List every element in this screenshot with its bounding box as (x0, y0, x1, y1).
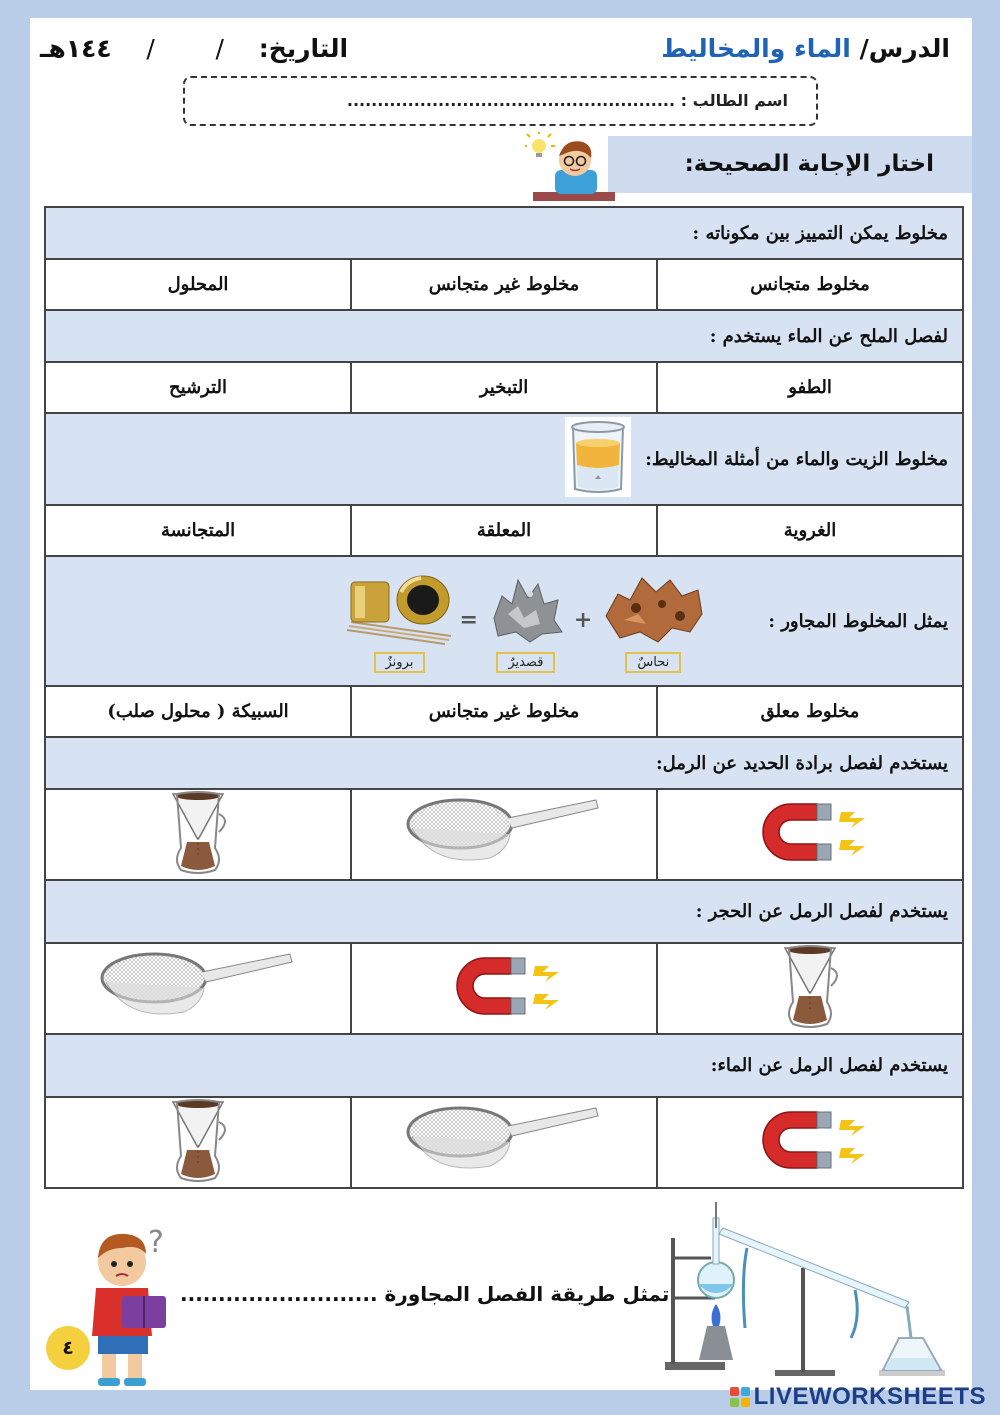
q2-option-2[interactable]: التبخير (351, 362, 657, 413)
question-mark: ? (148, 1225, 164, 1260)
q2-option-1[interactable]: الطفو (657, 362, 963, 413)
q6-option-funnel-filter[interactable] (657, 943, 963, 1034)
watermark-text: LIVEWORKSHEETS (753, 1383, 986, 1410)
student-name-dots: ...................................................... (346, 91, 676, 110)
question-3: مخلوط الزيت والماء من أمثلة المخاليط: (645, 448, 949, 470)
question-1: مخلوط يمكن التمييز بين مكوناته : (45, 207, 963, 259)
q1-option-2[interactable]: مخلوط غير متجانس (351, 259, 657, 310)
copper-label: نحاسٌ (625, 652, 681, 673)
lesson-title: الماء والمخاليط (661, 34, 851, 63)
q1-option-3[interactable]: المحلول (45, 259, 351, 310)
q5-option-sieve[interactable] (351, 789, 657, 880)
liveworksheets-watermark (730, 1383, 986, 1411)
bronze-icon (345, 570, 453, 648)
date-label: التاريخ: (258, 34, 349, 63)
copper-item (598, 570, 708, 673)
q7-option-magnet[interactable] (657, 1097, 963, 1188)
funnel-filter-icon (163, 1098, 233, 1182)
q4-option-2[interactable]: مخلوط غير متجانس (351, 686, 657, 737)
q2-option-3[interactable]: الترشيح (45, 362, 351, 413)
q6-option-magnet[interactable] (351, 943, 657, 1034)
worksheet-page (30, 18, 972, 1390)
instruction-bar (608, 136, 972, 193)
q3-option-3[interactable]: المتجانسة (45, 505, 351, 556)
q4-option-1[interactable]: مخلوط معلق (657, 686, 963, 737)
q7-option-sieve[interactable] (351, 1097, 657, 1188)
q4-option-3[interactable]: السبيكة ( محلول صلب) (45, 686, 351, 737)
question-4-row (45, 556, 963, 686)
q6-option-sieve[interactable] (45, 943, 351, 1034)
reading-boy-icon (82, 1218, 182, 1392)
thinking-boy-icon (525, 132, 620, 208)
beaker-oil-water-icon (565, 417, 631, 502)
sieve-icon (404, 794, 604, 870)
tin-icon (484, 570, 568, 648)
copper-icon (598, 570, 708, 648)
plus-sign: + (573, 606, 593, 633)
funnel-filter-icon (163, 790, 233, 874)
year-suffix: ١٤٤هـ (40, 34, 112, 63)
bronze-label: برونزٌ (374, 652, 426, 673)
question-3-row (45, 413, 963, 505)
q3-option-1[interactable]: الغروية (657, 505, 963, 556)
distillation-apparatus-icon (655, 1198, 955, 1382)
question-7: يستخدم لفصل الرمل عن الماء: (45, 1034, 963, 1097)
liveworksheets-logo-icon (730, 1387, 750, 1407)
student-name-field[interactable] (183, 76, 818, 126)
student-name-label: اسم الطالب : (680, 91, 788, 110)
magnet-icon (735, 796, 885, 868)
tin-label: قصديرٌ (496, 652, 555, 673)
date-heading (40, 34, 348, 63)
tin-item (484, 570, 568, 673)
equals-sign: = (459, 606, 478, 633)
q7-option-funnel-filter[interactable] (45, 1097, 351, 1188)
magnet-icon (735, 1104, 885, 1176)
question-4: يمثل المخلوط المجاور : (768, 610, 949, 632)
lesson-label: الدرس/ (859, 34, 950, 63)
lesson-heading (661, 34, 950, 63)
date-slash-2: / (146, 34, 155, 63)
q3-option-2[interactable]: المعلقة (351, 505, 657, 556)
q1-option-1[interactable]: مخلوط متجانس (657, 259, 963, 310)
page-number-badge: ٤ (46, 1326, 90, 1370)
question-2: لفصل الملح عن الماء يستخدم : (45, 310, 963, 362)
q5-option-funnel-filter[interactable] (45, 789, 351, 880)
instruction-text: اختار الإجابة الصحيحة: (684, 151, 934, 177)
date-slash-1: / (215, 34, 224, 63)
funnel-filter-icon (775, 944, 845, 1028)
alloy-illustration (345, 570, 708, 673)
sieve-icon (98, 948, 298, 1024)
questions-table (44, 206, 964, 1189)
bronze-item (345, 570, 453, 673)
sieve-icon (404, 1102, 604, 1178)
footer-question: تمثل طريقة الفصل المجاورة .......................... (180, 1282, 670, 1306)
q5-option-magnet[interactable] (657, 789, 963, 880)
question-6: يستخدم لفصل الرمل عن الحجر : (45, 880, 963, 943)
question-5: يستخدم لفصل برادة الحديد عن الرمل: (45, 737, 963, 789)
magnet-icon (429, 950, 579, 1022)
